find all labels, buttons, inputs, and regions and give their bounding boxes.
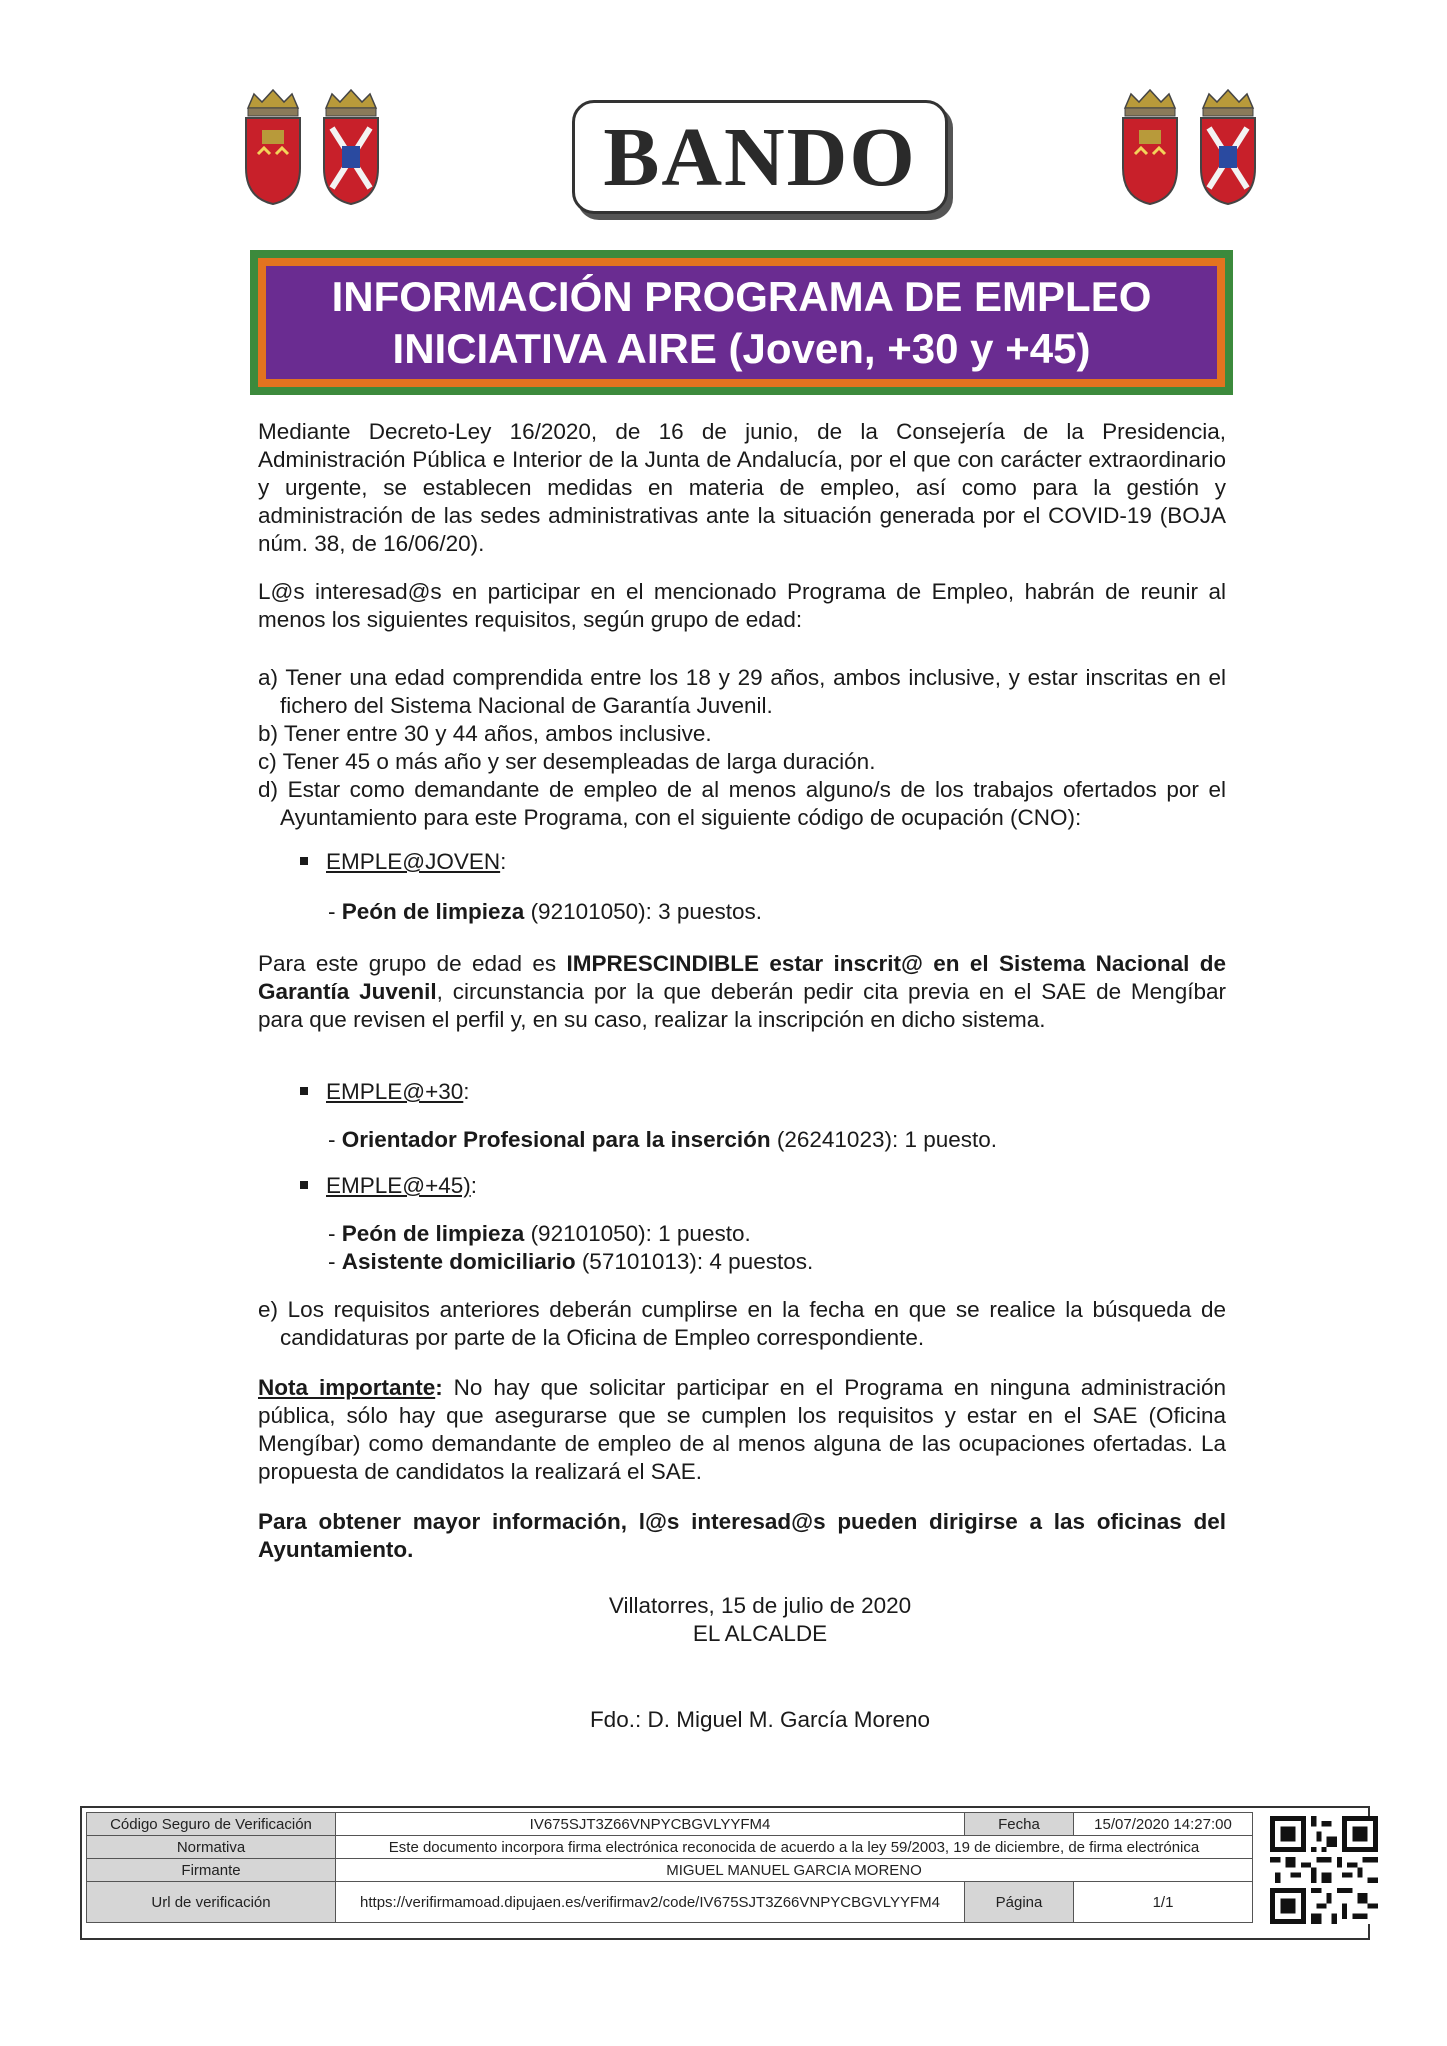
important-note: Nota importante: No hay que solicitar participar en el Programa en ninguna administración pública, sólo hay que asegurarse que se cumplen los requisitos y estar en el SAE (Oficina Mengíbar) como demandante de empleo de al menos alguna de las ocupaciones ofertadas. La propuesta de candidatos la realizará el SAE. xyxy=(258,1375,1226,1484)
mas45-section: EMPLE@+45): - Peón de limpieza (92101050): 1 puesto. - Asistente domiciliario (57101013): 4 puestos. xyxy=(258,1172,1226,1276)
signature: Fdo.: D. Miguel M. García Moreno xyxy=(589,1707,931,1732)
joven-note-section xyxy=(258,950,1226,1034)
info-paragraph: Para obtener mayor información, l@s interesad@s pueden dirigirse a las oficinas del Ayuntamiento. xyxy=(258,1509,1226,1562)
verification-url[interactable]: https://verifirmamoad.dipujaen.es/verifirmav2/code/IV675SJT3Z66VNPYCBGVLYYFM4 xyxy=(336,1882,965,1923)
coat-of-arms-icon xyxy=(1117,88,1183,208)
requirement-e: e) Los requisitos anteriores deberán cumplirse en la fecha en que se realice la búsqueda de candidaturas por parte de la Oficina de Empleo correspondiente. xyxy=(258,1297,1226,1350)
banner-title-line-1: INFORMACIÓN PROGRAMA DE EMPLEO xyxy=(331,272,1152,320)
requirements-intro-section xyxy=(258,578,1226,634)
info-section xyxy=(258,1508,1226,1564)
program-banner xyxy=(250,250,1233,395)
qr-code-icon xyxy=(1270,1816,1378,1924)
requirement-e-section xyxy=(258,1296,1226,1352)
bullet-icon xyxy=(300,1181,308,1189)
joven-job: - Peón de limpieza (92101050): 3 puestos. xyxy=(328,899,762,924)
page-title: BANDO xyxy=(603,110,917,204)
coat-of-arms-icon xyxy=(318,88,384,208)
mas45-job-1: - Peón de limpieza (92101050): 1 puesto. xyxy=(328,1221,751,1246)
requirements-intro: L@s interesad@s en participar en el mencionado Programa de Empleo, habrán de reunir al menos los siguientes requisitos, según grupo de edad: xyxy=(258,579,1226,632)
csv-value: IV675SJT3Z66VNPYCBGVLYYFM4 xyxy=(336,1813,965,1836)
requirement-a: a) Tener una edad comprendida entre los 18 y 29 años, ambos inclusive, y estar inscritas en el fichero del Sistema Nacional de Garantía Juvenil. xyxy=(258,665,1226,718)
bullet-icon xyxy=(300,857,308,865)
date-value: 15/07/2020 14:27:00 xyxy=(1074,1813,1253,1836)
mas45-job-2: - Asistente domiciliario (57101013): 4 puestos. xyxy=(328,1249,814,1274)
signer-label: Firmante xyxy=(87,1859,336,1882)
date-label: Fecha xyxy=(965,1813,1074,1836)
intro-section xyxy=(258,418,1226,558)
requirement-d: d) Estar como demandante de empleo de al menos alguno/s de los trabajos ofertados por el Ayuntamiento para este Programa, con el siguiente código de ocupación (CNO): xyxy=(258,777,1226,830)
title-box xyxy=(572,100,948,214)
norm-value: Este documento incorpora firma electrónica reconocida de acuerdo a la ley 59/2003, 19 de diciembre, de firma electrónica xyxy=(336,1836,1253,1859)
coat-of-arms-icon xyxy=(240,88,306,208)
verification-footer xyxy=(80,1806,1370,1940)
place-date: Villatorres, 15 de julio de 2020 xyxy=(608,1593,912,1618)
verification-table xyxy=(86,1812,1253,1923)
mas45-heading: EMPLE@+45) xyxy=(326,1173,471,1198)
joven-note: Para este grupo de edad es IMPRESCINDIBLE estar inscrit@ en el Sistema Nacional de Garantía Juvenil, circunstancia por la que deberán pedir cita previa en el SAE de Mengíbar para que revisen el perfil y, en su caso, realizar la inscripción en dicho sistema. xyxy=(258,951,1227,1032)
url-label: Url de verificación xyxy=(87,1882,336,1923)
page-value: 1/1 xyxy=(1074,1882,1253,1923)
mas30-job: - Orientador Profesional para la inserción (26241023): 1 puesto. xyxy=(328,1127,998,1152)
mas30-section: EMPLE@+30: - Orientador Profesional para la inserción (26241023): 1 puesto. xyxy=(258,1078,1226,1154)
note-section xyxy=(258,1374,1226,1486)
joven-heading: EMPLE@JOVEN xyxy=(326,849,501,874)
signer-value: MIGUEL MANUEL GARCIA MORENO xyxy=(336,1859,1253,1882)
joven-section: EMPLE@JOVEN: - Peón de limpieza (92101050): 3 puestos. xyxy=(258,848,1226,926)
signature-block xyxy=(500,1592,1020,1648)
csv-label: Código Seguro de Verificación xyxy=(87,1813,336,1836)
signer-title: EL ALCALDE xyxy=(692,1621,828,1646)
intro-paragraph: Mediante Decreto-Ley 16/2020, de 16 de junio, de la Consejería de la Presidencia, Administración Pública e Interior de la Junta de Andalucía, por el que con carácter extraordinario y urgente, se establecen medidas en materia de empleo, así como para la gestión y administración de las sedes administrativas ante la situación generada por el COVID-19 (BOJA núm. 38, de 16/06/20). xyxy=(258,419,1226,556)
banner-title-line-2: INICIATIVA AIRE (Joven, +30 y +45) xyxy=(392,324,1091,372)
bullet-icon xyxy=(300,1087,308,1095)
page-label: Página xyxy=(965,1882,1074,1923)
coat-of-arms-icon xyxy=(1195,88,1261,208)
norm-label: Normativa xyxy=(87,1836,336,1859)
requirement-b: b) Tener entre 30 y 44 años, ambos inclusive. xyxy=(258,721,712,746)
requirement-c: c) Tener 45 o más año y ser desempleadas de larga duración. xyxy=(258,749,876,774)
mas30-heading: EMPLE@+30 xyxy=(326,1079,464,1104)
requirements-list xyxy=(258,664,1226,832)
